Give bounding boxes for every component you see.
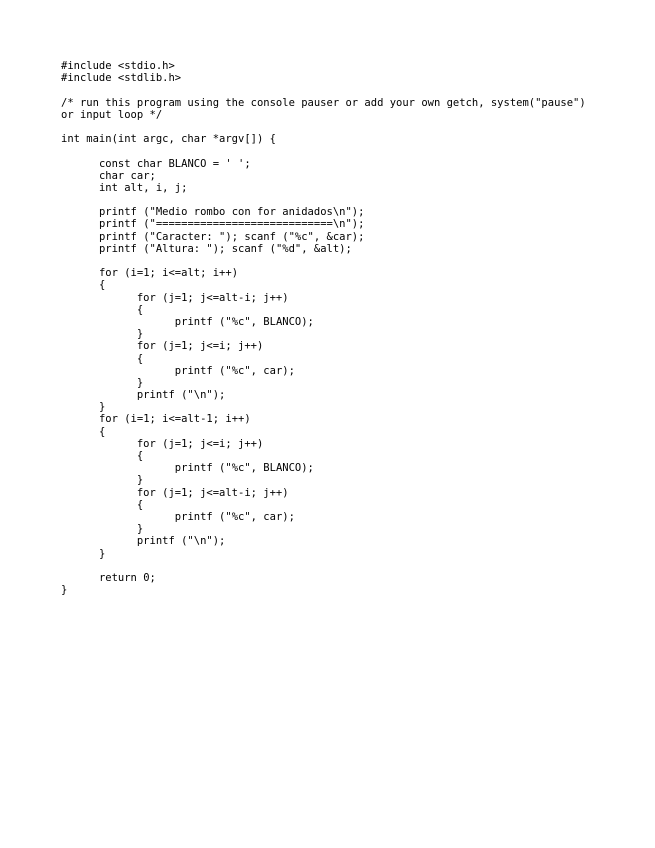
code-line <box>61 84 586 96</box>
code-line: printf ("Altura: "); scanf ("%d", &alt); <box>61 242 352 255</box>
code-line: { <box>61 425 106 438</box>
code-line: { <box>61 450 144 462</box>
code-line: { <box>61 352 144 365</box>
code-line: } <box>61 401 106 414</box>
code-line: { <box>61 279 106 292</box>
code-line: for (i=1; i<=alt; i++) <box>61 267 239 280</box>
code-line <box>61 255 586 267</box>
code-line: printf ("Medio rombo con for anidados\n"); <box>61 206 365 219</box>
code-line: printf ("%c", BLANCO); <box>61 462 314 475</box>
code-line: } <box>61 474 144 487</box>
code-line: char car; <box>61 169 156 182</box>
code-line: for (j=1; j<=i; j++) <box>61 437 264 450</box>
code-line: } <box>61 523 144 536</box>
code-line: } <box>61 547 106 560</box>
code-line: return 0; <box>61 571 156 584</box>
code-line: or input loop */ <box>61 108 163 121</box>
code-line: #include <stdlib.h> <box>61 72 182 85</box>
code-line: printf ("%c", BLANCO); <box>61 315 314 328</box>
code-line: /* run this program using the console pauser or add your own getch, system("pause") <box>61 96 586 109</box>
code-line <box>61 145 586 157</box>
code-line: printf ("Caracter: "); scanf ("%c", &car); <box>61 230 365 243</box>
code-line <box>61 194 586 206</box>
code-line: { <box>61 303 144 316</box>
code-line: int alt, i, j; <box>61 181 188 194</box>
code-line <box>61 560 586 572</box>
code-line: int main(int argc, char *argv[]) { <box>61 133 276 146</box>
code-line: printf ("============================\n"); <box>61 218 365 231</box>
code-line: for (j=1; j<=alt-i; j++) <box>61 486 289 499</box>
code-line: printf ("\n"); <box>61 389 226 402</box>
code-line: for (j=1; j<=i; j++) <box>61 340 264 353</box>
code-line: printf ("%c", car); <box>61 364 295 377</box>
code-line: for (j=1; j<=alt-i; j++) <box>61 291 289 304</box>
code-line: { <box>61 498 144 511</box>
code-line: } <box>61 584 68 597</box>
code-line: } <box>61 328 144 341</box>
code-line: } <box>61 376 144 389</box>
source-code-block <box>61 60 586 596</box>
code-line: #include <stdio.h> <box>61 60 175 72</box>
code-line: for (i=1; i<=alt-1; i++) <box>61 413 251 426</box>
code-line: const char BLANCO = ' '; <box>61 157 251 170</box>
code-line <box>61 121 586 133</box>
code-line: printf ("\n"); <box>61 535 226 548</box>
code-line: printf ("%c", car); <box>61 510 295 523</box>
